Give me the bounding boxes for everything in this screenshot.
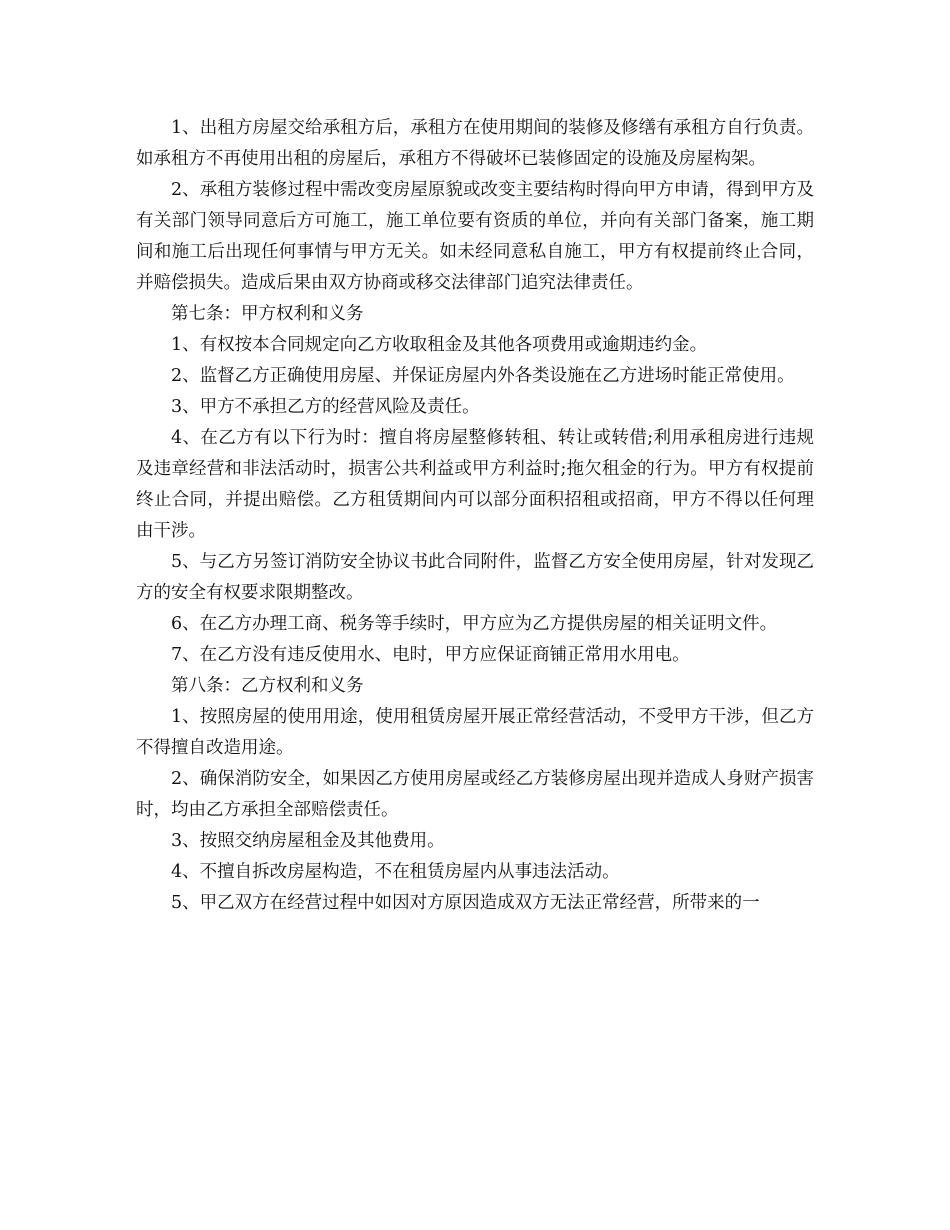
- section-heading-article-7: 第七条：甲方权利和义务: [171, 304, 364, 324]
- paragraph-article-7-item-5: 5、与乙方另签订消防安全协议书此合同附件，监督乙方安全使用房屋，针对发现乙方的安全有权要求限期整改。: [136, 552, 814, 603]
- paragraph-article-7-item-2: 2、监督乙方正确使用房屋、并保证房屋内外各类设施在乙方进场时能正常使用。: [171, 366, 795, 386]
- paragraph-article-8-item-5: 5、甲乙双方在经营过程中如因对方原因造成双方无法正常经营，所带来的一: [171, 893, 760, 913]
- paragraph-article-7-item-1: 1、有权按本合同规定向乙方收取租金及其他各项费用或逾期违约金。: [171, 335, 708, 355]
- paragraph-article-7-item-6: 6、在乙方办理工商、税务等手续时，甲方应为乙方提供房屋的相关证明文件。: [171, 614, 778, 634]
- paragraph-article-8-item-4: 4、不擅自拆改房屋构造，不在租赁房屋内从事违法活动。: [171, 862, 620, 882]
- paragraph-article-7-item-3: 3、甲方不承担乙方的经营风险及责任。: [171, 397, 480, 417]
- paragraph-clause-6-item-1: 1、出租方房屋交给承租方后，承租方在使用期间的装修及修缮有承租方自行负责。如承租方不再使用出租的房屋后，承租方不得破坏已装修固定的设施及房屋构架。: [136, 118, 814, 169]
- paragraph-article-8-item-3: 3、按照交纳房屋租金及其他费用。: [171, 831, 445, 851]
- paragraph-article-7-item-7: 7、在乙方没有违反使用水、电时，甲方应保证商铺正常用水用电。: [171, 645, 690, 665]
- paragraph-article-7-item-4: 4、在乙方有以下行为时：擅自将房屋整修转租、转让或转借;利用承租房进行违规及违章经营和非法活动时，损害公共利益或甲方利益时;拖欠租金的行为。甲方有权提前终止合同，并提出赔偿。乙方租赁期间内可以部分面积招租或招商，甲方不得以任何理由干涉。: [136, 428, 814, 541]
- paragraph-clause-6-item-2: 2、承租方装修过程中需改变房屋原貌或改变主要结构时得向甲方申请，得到甲方及有关部门领导同意后方可施工，施工单位要有资质的单位，并向有关部门备案，施工期间和施工后出现任何事情与甲方无关。如未经同意私自施工，甲方有权提前终止合同，并赔偿损失。造成后果由双方协商或移交法律部门追究法律责任。: [136, 180, 814, 293]
- document-body: [136, 113, 814, 919]
- paragraph-article-8-item-2: 2、确保消防安全，如果因乙方使用房屋或经乙方装修房屋出现并造成人身财产损害时，均由乙方承担全部赔偿责任。: [136, 769, 814, 820]
- paragraph-article-8-item-1: 1、按照房屋的使用用途，使用租赁房屋开展正常经营活动，不受甲方干涉，但乙方不得擅自改造用途。: [136, 707, 814, 758]
- section-heading-article-8: 第八条：乙方权利和义务: [171, 676, 364, 696]
